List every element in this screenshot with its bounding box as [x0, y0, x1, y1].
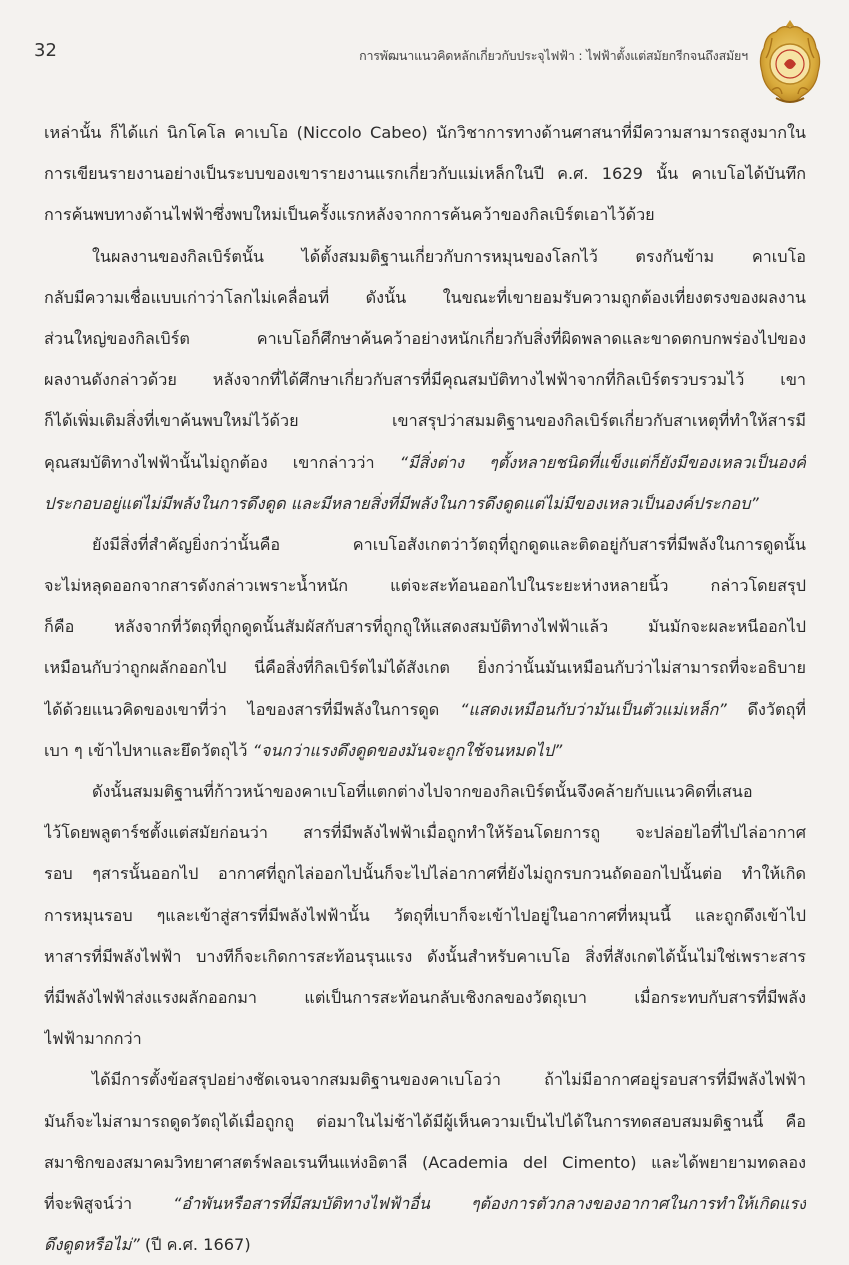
text-line: [44, 153, 806, 194]
body-text-segment: (ปี ค.ศ. 1667): [139, 1235, 251, 1255]
text-line: [44, 895, 806, 936]
text-line: [44, 359, 806, 400]
text-line: [44, 318, 806, 359]
quotation-text: “แสดงเหมือนกับว่ามันเป็นตัวแม่เหล็ก”: [460, 699, 727, 719]
text-line: [44, 483, 806, 524]
text-line: [44, 1059, 806, 1100]
text-line: [44, 977, 806, 1018]
body-text-segment: รอบ ๆสารนั้นออกไป อากาศที่ถูกไล่ออกไปนั้นก็จะไปไล่อากาศที่ยังไม่ถูกรบกวนถัดออกไปนั้นต่อ ทำให้เกิด: [44, 864, 806, 884]
quotation-text: “จนกว่าแรงดึงดูดของมันจะถูกใช้จนหมดไป”: [252, 740, 563, 760]
text-line: [44, 236, 806, 277]
body-text-segment: ผลงานดังกล่าวด้วย หลังจากที่ได้ศึกษาเกี่ยวกับสารที่มีคุณสมบัติทางไฟฟ้าจากที่กิลเบิร์ตรวบรวมไว้ เขา: [44, 370, 806, 390]
running-header: การพัฒนาแนวคิดหลักเกี่ยวกับประจุไฟฟ้า : ไฟฟ้าตั้งแต่สมัยกรีกจนถึงสมัยฯ: [359, 48, 748, 63]
body-text-segment: ก็ได้เพิ่มเติมสิ่งที่เขาค้นพบใหม่ไว้ด้วย เขาสรุปว่าสมมติฐานของกิลเบิร์ตเกี่ยวกับสาเหตุที่ทำให้สารมี: [44, 411, 806, 431]
text-line: [44, 400, 806, 441]
quotation-text: “อำพันหรือสารที่มีสมบัติทางไฟฟ้าอื่น ๆต้องการตัวกลางของอากาศในการทำให้เกิดแรง: [173, 1193, 806, 1213]
body-text-segment: ได้มีการตั้งข้อสรุปอย่างชัดเจนจากสมมติฐานของคาเบโอว่า ถ้าไม่มีอากาศอยู่รอบสารที่มีพลังไฟฟ้า: [92, 1070, 806, 1090]
text-line: [44, 771, 806, 812]
text-line: [44, 730, 806, 771]
university-seal-emblem-icon: [752, 18, 828, 106]
quotation-text: ประกอบอยู่แต่ไม่มีพลังในการดึงดูด และมีหลายสิ่งที่มีพลังในการดึงดูดแต่ไม่มีของเหลวเป็นองค์ประกอบ”: [44, 493, 759, 513]
body-text-segment: ดึงวัตถุที่: [726, 699, 806, 719]
text-line: [44, 606, 806, 647]
quotation-text: ดึงดูดหรือไม่”: [44, 1235, 140, 1255]
text-line: [44, 853, 806, 894]
body-text-segment: เหล่านั้น ก็ได้แก่ นิกโคโล คาเบโอ (Niccolo Cabeo) นักวิชาการทางด้านศาสนาที่มีความสามารถสูงมากใน: [44, 123, 806, 142]
body-text-segment: การเขียนรายงานอย่างเป็นระบบของเขารายงานแรกเกี่ยวกับแม่เหล็กในปี ค.ศ. 1629 นั้น คาเบโอได้บันทึก: [44, 164, 806, 184]
body-text-segment: การหมุนรอบ ๆและเข้าสู่สารที่มีพลังไฟฟ้านั้น วัตถุที่เบาก็จะเข้าไปอยู่ในอากาศที่หมุนนี้ และถูกดึงเข้าไป: [44, 905, 806, 925]
body-text-segment: ในผลงานของกิลเบิร์ตนั้น ได้ตั้งสมมติฐานเกี่ยวกับการหมุนของโลกไว้ ตรงกันข้าม คาเบโอ: [92, 246, 806, 266]
body-text-segment: หาสารที่มีพลังไฟฟ้า บางทีก็จะเกิดการสะท้อนรุนแรง ดังนั้นสำหรับคาเบโอ สิ่งที่สังเกตได้นั้นไม่ใช่เพราะสาร: [44, 946, 806, 966]
body-text-segment: ดังนั้นสมมติฐานที่ก้าวหน้าของคาเบโอที่แตกต่างไปจากของกิลเบิร์ตนั้นจึงคล้ายกับแนวคิดที่เสนอ: [92, 782, 753, 801]
body-text-segment: เหมือนกับว่าถูกผลักออกไป นี่คือสิ่งที่กิลเบิร์ตไม่ได้สังเกต ยิ่งกว่านั้นมันเหมือนกับว่าไม่สามารถที่จะอธิบาย: [44, 658, 806, 678]
body-text-segment: การค้นพบทางด้านไฟฟ้าซึ่งพบใหม่เป็นครั้งแรกหลังจากการค้นคว้าของกิลเบิร์ตเอาไว้ด้วย: [44, 205, 655, 225]
body-text-segment: คุณสมบัติทางไฟฟ้านั้นไม่ถูกต้อง เขากล่าวว่า: [44, 452, 400, 472]
body-text-segment: ส่วนใหญ่ของกิลเบิร์ต คาเบโอก็ศึกษาค้นคว้าอย่างหนักเกี่ยวกับสิ่งที่ผิดพลาดและขาดตกบกพร่องไปของ: [44, 328, 806, 348]
text-line: [44, 1183, 806, 1224]
text-line: [44, 1224, 806, 1265]
text-line: [44, 1018, 806, 1059]
text-line: [44, 812, 806, 853]
body-text-segment: ได้ด้วยแนวคิดของเขาที่ว่า ไอของสารที่มีพลังในการดูด: [44, 699, 461, 719]
text-line: [44, 524, 806, 565]
text-line: [44, 1142, 806, 1183]
body-text-segment: มันก็จะไม่สามารถดูดวัตถุได้เมื่อถูกถู ต่อมาในไม่ช้าได้มีผู้เห็นความเป็นไปได้ในการทดสอบสมมติฐานนี้ คือ: [44, 1111, 806, 1131]
body-text-segment: จะไม่หลุดออกจากสารดังกล่าวเพราะน้ำหนัก แต่จะสะท้อนออกไปในระยะห่างหลายนิ้ว กล่าวโดยสรุป: [44, 576, 806, 596]
body-text-segment: ไว้โดยพลูตาร์ชตั้งแต่สมัยก่อนว่า สารที่มีพลังไฟฟ้าเมื่อถูกทำให้ร้อนโดยการถู จะปล่อยไอที่ไปไล่อากาศ: [44, 823, 806, 843]
body-text-segment: ยังมีสิ่งที่สำคัญยิ่งกว่านั้นคือ คาเบโอสังเกตว่าวัตถุที่ถูกดูดและติดอยู่กับสารที่มีพลังในการดูดนั้น: [92, 534, 806, 554]
body-text-segment: เบา ๆ เข้าไปหาและยึดวัตถุไว้: [44, 740, 253, 760]
page-number: 32: [34, 40, 57, 61]
body-text-segment: ที่มีพลังไฟฟ้าส่งแรงผลักออกมา แต่เป็นการสะท้อนกลับเชิงกลของวัตถุเบา เมื่อกระทบกับสารที่มีพลัง: [44, 987, 806, 1007]
body-text-segment: สมาชิกของสมาคมวิทยาศาสตร์ฟลอเรนทีนแห่งอิตาลี (Academia del Cimento) และได้พยายามทดลอง: [44, 1152, 806, 1172]
text-line: [44, 936, 806, 977]
text-line: [44, 689, 806, 730]
body-text-segment: ที่จะพิสูจน์ว่า: [44, 1193, 173, 1213]
text-line: [44, 647, 806, 688]
quotation-text: “มีสิ่งต่าง ๆตั้งหลายชนิดที่แข็งแต่ก็ยังมีของเหลวเป็นองค์: [399, 452, 806, 472]
text-line: [44, 1101, 806, 1142]
text-line: [44, 194, 806, 235]
text-line: [44, 565, 806, 606]
text-line: [44, 277, 806, 318]
body-text-segment: ก็คือ หลังจากที่วัตถุที่ถูกดูดนั้นสัมผัสกับสารที่ถูกถูให้แสดงสมบัติทางไฟฟ้าแล้ว มันมักจะผละหนีออกไป: [44, 617, 806, 637]
body-text-segment: กลับมีความเชื่อแบบเก่าว่าโลกไม่เคลื่อนที่ ดังนั้น ในขณะที่เขายอมรับความถูกต้องเที่ยงตรงของผลงาน: [44, 287, 806, 307]
body-text: [44, 112, 806, 1265]
body-text-segment: ไฟฟ้ามากกว่า: [44, 1029, 142, 1049]
text-line: [44, 442, 806, 483]
text-line: [44, 112, 806, 153]
